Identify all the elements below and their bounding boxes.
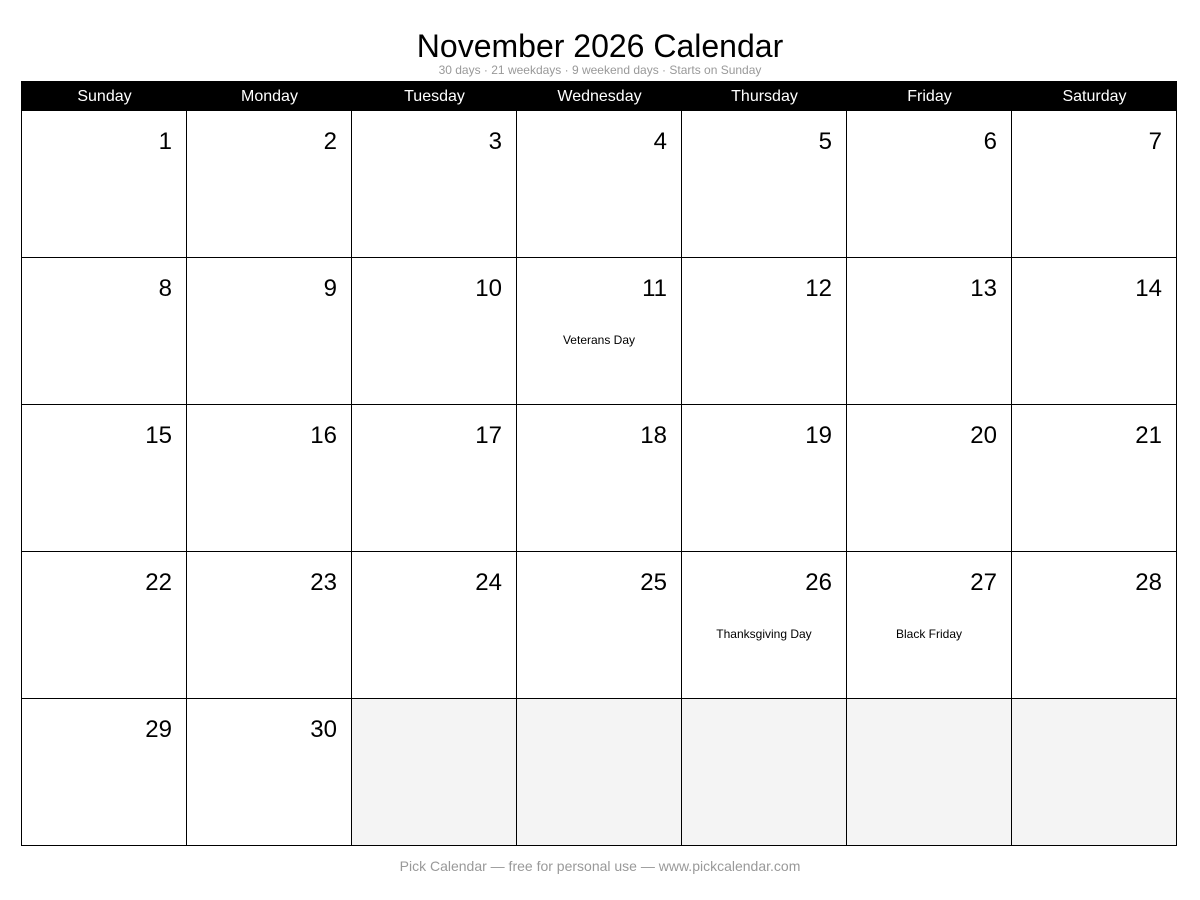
holiday-label: Thanksgiving Day [716,627,812,641]
day-number: 3 [488,128,502,155]
weekday-label-tuesday: Tuesday [404,88,465,105]
day-cell-7 [1012,111,1177,258]
day-number: 15 [145,422,172,449]
empty-day-cell [1012,699,1177,846]
day-cell-30 [187,699,352,846]
day-number: 28 [1135,569,1162,596]
day-number: 4 [653,128,667,155]
day-number: 7 [1148,128,1162,155]
day-number: 27 [970,569,997,596]
day-grid [21,111,1177,846]
day-cell-21 [1012,405,1177,552]
empty-day-cell [682,699,847,846]
empty-day-cell [517,699,682,846]
weekday-header [21,81,1177,111]
holiday-label: Veterans Day [562,333,636,347]
day-cell-24 [352,552,517,699]
day-number: 26 [805,569,832,596]
day-number: 12 [805,275,832,302]
weekday-label-friday: Friday [907,88,952,105]
weekday-label-saturday: Saturday [1062,88,1127,105]
day-cell-23 [187,552,352,699]
day-cell-9 [187,258,352,405]
page-subtitle: 30 days · 21 weekdays · 9 weekend days · Starts on Sunday [438,63,762,77]
day-cell-4 [517,111,682,258]
day-number: 14 [1135,275,1162,302]
day-number: 17 [475,422,502,449]
holiday-label: Black Friday [895,627,963,641]
day-number: 6 [983,128,997,155]
day-cell-29 [22,699,187,846]
day-number: 8 [158,275,172,302]
day-number: 30 [310,716,337,743]
day-number: 29 [145,716,172,743]
day-number: 25 [640,569,667,596]
day-cell-28 [1012,552,1177,699]
day-number: 22 [145,569,172,596]
weekday-label-monday: Monday [241,88,298,105]
day-cell-8 [22,258,187,405]
day-number: 24 [475,569,502,596]
empty-day-cell [847,699,1012,846]
day-cell-12 [682,258,847,405]
day-number: 18 [640,422,667,449]
day-cell-22 [22,552,187,699]
day-number: 11 [642,275,667,302]
day-cell-3 [352,111,517,258]
day-cell-13 [847,258,1012,405]
weekday-label-thursday: Thursday [731,88,798,105]
day-number: 2 [323,128,337,155]
day-number: 19 [805,422,832,449]
day-cell-27 [847,552,1012,699]
day-cell-25 [517,552,682,699]
day-number: 13 [970,275,997,302]
month-calendar [21,81,1177,846]
page-title: November 2026 Calendar [416,28,784,64]
weekday-label-wednesday: Wednesday [557,88,642,105]
day-cell-6 [847,111,1012,258]
day-cell-1 [22,111,187,258]
day-cell-26 [682,552,847,699]
day-number: 23 [310,569,337,596]
day-cell-2 [187,111,352,258]
weekday-label-sunday: Sunday [77,88,132,105]
day-number: 20 [970,422,997,449]
day-cell-14 [1012,258,1177,405]
day-cell-17 [352,405,517,552]
day-number: 10 [475,275,502,302]
day-cell-10 [352,258,517,405]
day-number: 16 [310,422,337,449]
day-number: 5 [818,128,832,155]
day-cell-19 [682,405,847,552]
empty-day-cell [352,699,517,846]
day-number: 21 [1135,422,1162,449]
day-cell-16 [187,405,352,552]
footer-credit: Pick Calendar — free for personal use — www.pickcalendar.com [399,858,801,874]
day-number: 1 [158,128,172,155]
day-cell-18 [517,405,682,552]
day-cell-20 [847,405,1012,552]
day-cell-5 [682,111,847,258]
day-cell-11 [517,258,682,405]
day-number: 9 [323,275,337,302]
day-cell-15 [22,405,187,552]
